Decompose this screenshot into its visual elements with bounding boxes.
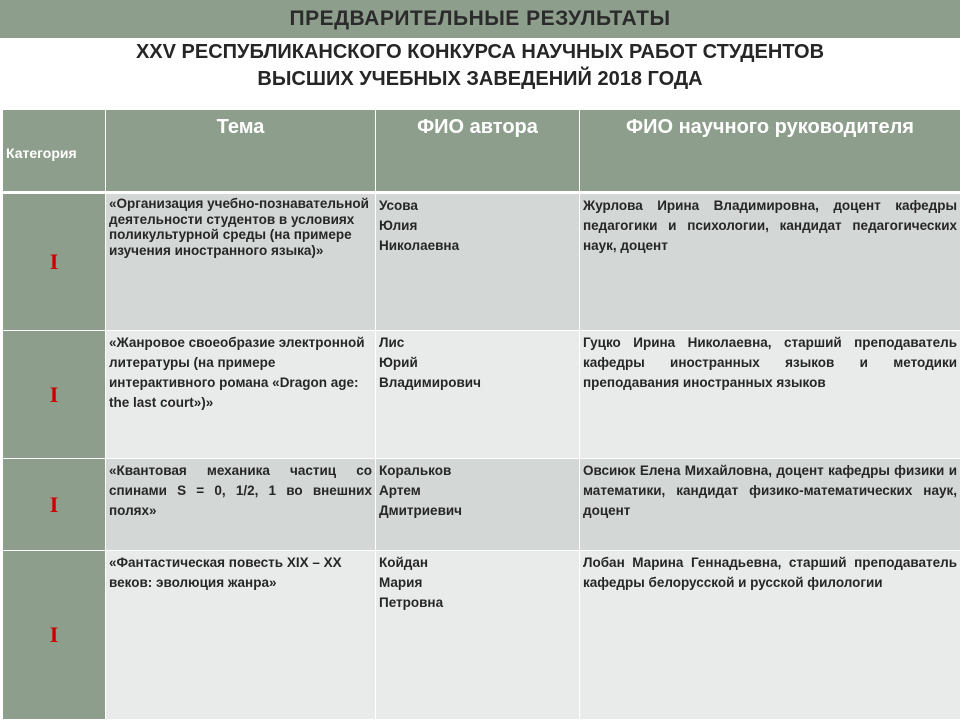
slide-banner-title: ПРЕДВАРИТЕЛЬНЫЕ РЕЗУЛЬТАТЫ [0, 0, 960, 38]
author-patronymic: Николаевна [379, 238, 460, 253]
author-surname: Койдан [379, 555, 429, 570]
author-patronymic: Дмитриевич [379, 503, 463, 518]
author-patronymic: Петровна [379, 595, 444, 610]
author-name: Юрий [379, 355, 418, 370]
author-surname: Лис [379, 335, 405, 350]
table-row [3, 459, 960, 551]
author-name: Юлия [379, 218, 418, 233]
supervisor-cell: Журлова Ирина Владимировна, доцент кафедры педагогики и психологии, кандидат педагогических наук, доцент [580, 193, 960, 331]
supervisor-cell: Гуцко Ирина Николаевна, старший преподаватель кафедры иностранных языков и методики преподавания иностранных языков [580, 331, 960, 459]
theme-cell: «Жанровое своеобразие электронной литературы (на примере интерактивного романа «Dragon age: the last court»)» [106, 331, 376, 459]
theme-cell: «Организация учебно-познавательной деятельности студентов в условиях поликультурной среды (на примере изучения иностранного языка)» [106, 193, 376, 331]
supervisor-cell: Лобан Марина Геннадьевна, старший преподаватель кафедры белорусской и русской филологии [580, 551, 960, 720]
author-cell [376, 193, 580, 331]
table-row [3, 193, 960, 331]
author-cell [376, 551, 580, 720]
category-cell: I [3, 459, 106, 551]
table-row [3, 551, 960, 720]
column-header-supervisor: ФИО научного руководителя [580, 110, 960, 193]
author-name: Мария [379, 575, 423, 590]
theme-cell: «Фантастическая повесть XIX – XX веков: эволюция жанра» [106, 551, 376, 720]
author-patronymic: Владимирович [379, 375, 481, 390]
author-cell [376, 331, 580, 459]
category-cell: I [3, 551, 106, 720]
theme-cell: «Квантовая механика частиц со спинами S = 0, 1/2, 1 во внешних полях» [106, 459, 376, 551]
table-row [3, 331, 960, 459]
author-name: Артем [379, 483, 421, 498]
slide-subtitle [0, 39, 960, 93]
category-cell: I [3, 193, 106, 331]
column-header-author: ФИО автора [376, 110, 580, 193]
subtitle-line-2: ВЫСШИХ УЧЕБНЫХ ЗАВЕДЕНИЙ 2018 ГОДА [257, 68, 703, 90]
table-header-row [3, 110, 960, 193]
author-surname: Усова [379, 198, 418, 213]
category-cell: I [3, 331, 106, 459]
results-table [2, 109, 960, 720]
column-header-theme: Тема [106, 110, 376, 193]
author-cell [376, 459, 580, 551]
column-header-category: Категория [3, 110, 106, 193]
supervisor-cell: Овсиюк Елена Михайловна, доцент кафедры физики и математики, кандидат физико-математических наук, доцент [580, 459, 960, 551]
author-surname: Коральков [379, 463, 452, 478]
subtitle-line-1: XXV РЕСПУБЛИКАНСКОГО КОНКУРСА НАУЧНЫХ РАБОТ СТУДЕНТОВ [135, 41, 825, 63]
